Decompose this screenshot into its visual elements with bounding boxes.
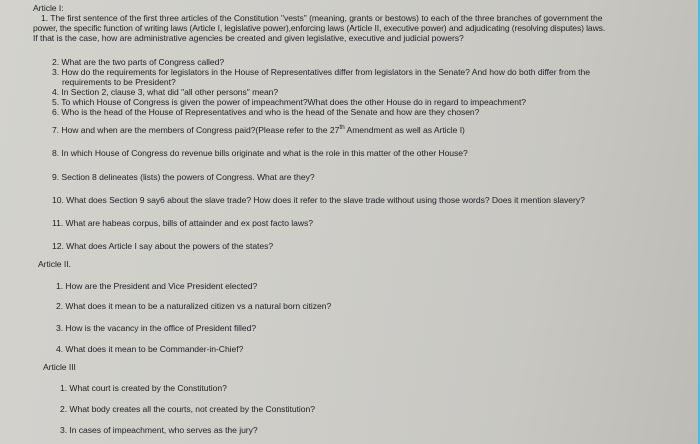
question-7-text-rest: Amendment as well as Article I)	[344, 125, 465, 135]
article-1-question-2: 2. What are the two parts of Congress called?	[52, 57, 225, 67]
article-1-question-11: 11. What are habeas corpus, bills of attainder and ex post facto laws?	[52, 218, 313, 228]
article-2-question-1: 1. How are the President and Vice President elected?	[56, 281, 258, 291]
article-1-question-8: 8. In which House of Congress do revenue bills originate and what is the role in this matter of the other House?	[52, 148, 468, 158]
article-1-question-9: 9. Section 8 delineates (lists) the powers of Congress. What are they?	[52, 172, 315, 182]
article-3-heading: Article III	[43, 362, 76, 372]
article-1-intro-line-2: power, the specific function of writing laws (Article I, legislative power),enforcing laws (Article II, executive power) and adjudicating (resolving disputes) laws.	[33, 23, 606, 33]
article-2-question-3: 3. How is the vacancy in the office of President filled?	[56, 323, 257, 333]
article-1-question-4: 4. In Section 2, clause 3, what did "all other persons" mean?	[52, 87, 279, 97]
article-3-question-1: 1. What court is created by the Constitution?	[60, 383, 227, 393]
article-1-question-3-line-1: 3. How do the requirements for legislators in the House of Representatives differ from legislators in the Senate? And how do both differ from the	[52, 67, 590, 77]
article-1-question-5: 5. To which House of Congress is given the power of impeachment?What does the other House do in regard to impeachment?	[52, 97, 527, 107]
superscript-th: th	[339, 124, 345, 132]
article-1-heading: Article I:	[33, 3, 64, 13]
article-1-question-6: 6. Who is the head of the House of Representatives and who is the head of the Senate and how are they chosen?	[52, 107, 480, 117]
article-2-question-4: 4. What does it mean to be Commander-in-Chief?	[56, 344, 244, 354]
article-1-intro-line-3: If that is the case, how are administrative agencies be created and given legislative, executive and judicial powers?	[33, 33, 464, 43]
question-7-text: 7. How and when are the members of Congress paid?(Please refer to the 27	[52, 125, 340, 135]
article-2-question-2: 2. What does it mean to be a naturalized citizen vs a natural born citizen?	[56, 301, 332, 311]
article-1-question-10: 10. What does Section 9 say6 about the slave trade? How does it refer to the slave trade without using those words? Does it mention slavery?	[52, 195, 585, 205]
article-2-heading: Article II.	[38, 259, 71, 269]
article-3-question-2: 2. What body creates all the courts, not created by the Constitution?	[60, 404, 315, 414]
article-1-intro-line-1: 1. The first sentence of the first three articles of the Constitution "vests" (meaning, grants or bestows) to each of the three branches of government the	[41, 13, 603, 23]
article-1-question-7	[52, 125, 465, 135]
article-3-question-3: 3. In cases of impeachment, who serves as the jury?	[60, 425, 258, 435]
article-1-question-12: 12. What does Article I say about the powers of the states?	[52, 241, 274, 251]
article-1-question-3-line-2: requirements to be President?	[62, 77, 176, 87]
